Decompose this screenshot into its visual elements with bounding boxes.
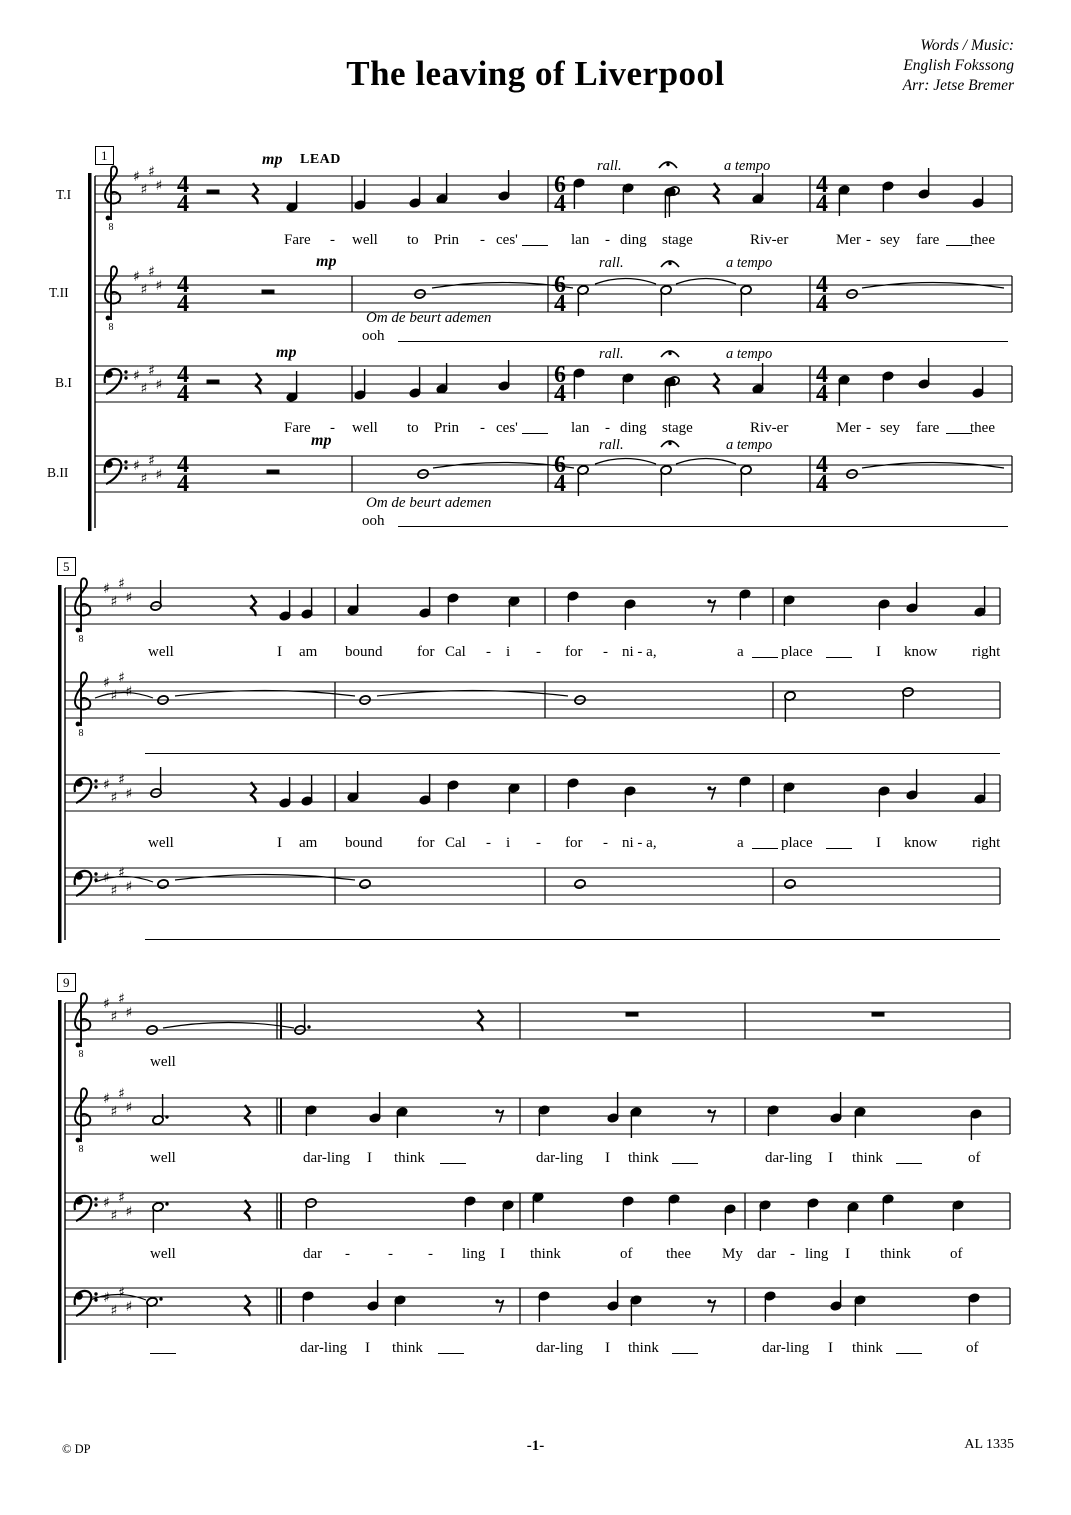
time-signature-numerator: 6 bbox=[554, 362, 566, 388]
sharp-sign: ♯ bbox=[103, 581, 110, 597]
voice-label: B.II bbox=[47, 465, 69, 480]
lyric-syllable: stage bbox=[662, 420, 693, 436]
lyric-syllable: well bbox=[148, 835, 174, 851]
lyric-extender bbox=[752, 657, 778, 658]
lyric-syllable: ces' bbox=[496, 420, 518, 436]
time-signature-denominator: 4 bbox=[816, 291, 828, 317]
tempo-marking: a tempo bbox=[726, 437, 773, 453]
lyric-syllable: - bbox=[480, 232, 485, 248]
lyric-syllable: Fare bbox=[284, 420, 311, 436]
ooh-extender-line bbox=[145, 939, 1000, 940]
clef-octave-8: 8 bbox=[108, 222, 114, 233]
time-signature-numerator: 4 bbox=[177, 452, 189, 478]
tempo-marking: a tempo bbox=[724, 158, 771, 174]
lyric-syllable: for bbox=[565, 644, 583, 660]
lyric-syllable: - bbox=[790, 1246, 795, 1262]
lyric-syllable: lan bbox=[571, 420, 590, 436]
lyric-syllable: - bbox=[866, 232, 871, 248]
lyric-syllable: Mer bbox=[836, 420, 861, 436]
lyric-syllable: ni - a, bbox=[622, 835, 657, 851]
sharp-sign: ♯ bbox=[125, 879, 133, 895]
lyric-extender bbox=[826, 657, 852, 658]
page-number: -1- bbox=[526, 1438, 545, 1454]
lyric-syllable: - bbox=[486, 644, 491, 660]
lyric-syllable: I bbox=[365, 1340, 370, 1356]
lyric-extender bbox=[522, 433, 548, 434]
time-signature-denominator: 4 bbox=[177, 191, 189, 217]
sharp-sign: ♯ bbox=[148, 164, 155, 180]
lyric-syllable: - bbox=[388, 1246, 393, 1262]
lyric-syllable: Mer bbox=[836, 232, 861, 248]
lyric-syllable: Prin bbox=[434, 420, 460, 436]
lyric-syllable: I bbox=[605, 1150, 610, 1166]
tempo-marking: rall. bbox=[599, 346, 624, 362]
copyright: © DP bbox=[62, 1442, 91, 1456]
time-signature-denominator: 4 bbox=[554, 291, 566, 317]
sharp-sign: ♯ bbox=[103, 675, 110, 691]
sharp-sign: ♯ bbox=[110, 883, 118, 899]
lyric-syllable: - bbox=[866, 420, 871, 436]
sharp-sign: ♯ bbox=[110, 594, 118, 610]
lyric-syllable: well bbox=[148, 644, 174, 660]
lyric-extender bbox=[946, 433, 972, 434]
lyric-syllable: i bbox=[506, 644, 511, 660]
sharp-sign: ♯ bbox=[103, 1091, 110, 1107]
lyric-extender bbox=[672, 1353, 698, 1354]
sharp-sign: ♯ bbox=[110, 790, 118, 806]
lyric-syllable: to bbox=[407, 420, 419, 436]
sharp-sign: ♯ bbox=[155, 377, 163, 393]
lyric-syllable: Prin bbox=[434, 232, 460, 248]
lyric-syllable: dar bbox=[303, 1246, 323, 1262]
lyric-syllable: - bbox=[605, 232, 610, 248]
clef-octave-8: 8 bbox=[78, 634, 84, 645]
sharp-sign: ♯ bbox=[148, 264, 155, 280]
dynamic-marking: mp bbox=[262, 151, 283, 168]
sharp-sign: ♯ bbox=[110, 1104, 118, 1120]
sharp-sign: ♯ bbox=[133, 458, 140, 474]
lyric-syllable: thee bbox=[666, 1246, 691, 1262]
credits-source: English Fokssong bbox=[903, 57, 1014, 74]
lyric-syllable: thee bbox=[970, 420, 995, 436]
lyric-syllable: i bbox=[506, 835, 511, 851]
lyric-syllable: bound bbox=[345, 644, 383, 660]
time-signature-numerator: 4 bbox=[177, 272, 189, 298]
lyric-syllable: I bbox=[605, 1340, 610, 1356]
time-signature-numerator: 6 bbox=[554, 172, 566, 198]
sharp-sign: ♯ bbox=[140, 182, 148, 198]
ooh-extender-line bbox=[145, 753, 1000, 754]
lyric-syllable: am bbox=[299, 835, 318, 851]
sharp-sign: ♯ bbox=[133, 269, 140, 285]
sharp-sign: ♯ bbox=[148, 453, 155, 469]
lyric-syllable: of bbox=[966, 1340, 979, 1356]
lyric-extender bbox=[946, 245, 972, 246]
voice-label: T.II bbox=[49, 285, 69, 300]
sharp-sign: ♯ bbox=[155, 278, 163, 294]
sharp-sign: ♯ bbox=[125, 1100, 133, 1116]
lyric-syllable: think bbox=[392, 1340, 423, 1356]
measure-number: 5 bbox=[57, 557, 76, 576]
lyric-syllable: for bbox=[417, 835, 435, 851]
lyric-syllable: think bbox=[880, 1246, 911, 1262]
sharp-sign: ♯ bbox=[110, 1303, 118, 1319]
lyric-syllable: dar-ling bbox=[762, 1340, 810, 1356]
sharp-sign: ♯ bbox=[110, 1208, 118, 1224]
sharp-sign: ♯ bbox=[125, 1005, 133, 1021]
lyric-syllable: dar-ling bbox=[300, 1340, 348, 1356]
sharp-sign: ♯ bbox=[103, 777, 110, 793]
lyric-syllable: for bbox=[417, 644, 435, 660]
measure-number: 1 bbox=[95, 146, 114, 165]
lyric-syllable: - bbox=[330, 232, 335, 248]
lyric-syllable: lan bbox=[571, 232, 590, 248]
lyric-syllable: - bbox=[603, 644, 608, 660]
lyric-extender bbox=[438, 1353, 464, 1354]
lyric-syllable: I bbox=[500, 1246, 505, 1262]
clef-octave-8: 8 bbox=[108, 322, 114, 333]
time-signature-numerator: 4 bbox=[177, 362, 189, 388]
lyric-syllable: ni - a, bbox=[622, 644, 657, 660]
lyric-syllable: know bbox=[904, 644, 938, 660]
lyric-syllable: fare bbox=[916, 232, 940, 248]
time-signature-denominator: 4 bbox=[177, 381, 189, 407]
lyric-extender bbox=[896, 1353, 922, 1354]
time-signature-numerator: 4 bbox=[177, 172, 189, 198]
lyric-syllable: My bbox=[722, 1246, 743, 1262]
sharp-sign: ♯ bbox=[118, 1190, 125, 1206]
time-signature-numerator: 6 bbox=[554, 452, 566, 478]
score-title: The leaving of Liverpool bbox=[346, 54, 725, 93]
lyric-syllable: ling bbox=[805, 1246, 829, 1262]
lyric-syllable: dar-ling bbox=[303, 1150, 351, 1166]
lyric-syllable: of bbox=[968, 1150, 981, 1166]
lyric-extender bbox=[752, 848, 778, 849]
lead-marking: LEAD bbox=[300, 152, 341, 167]
breath-instruction: Om de beurt ademen bbox=[366, 495, 492, 511]
lyric-syllable: right bbox=[972, 835, 1001, 851]
lyric-syllable: think bbox=[530, 1246, 561, 1262]
lyric-syllable: I bbox=[828, 1150, 833, 1166]
sharp-sign: ♯ bbox=[133, 169, 140, 185]
lyric-syllable: stage bbox=[662, 232, 693, 248]
time-signature-denominator: 4 bbox=[177, 291, 189, 317]
lyric-syllable: ding bbox=[620, 420, 647, 436]
lyric-syllable: - bbox=[605, 420, 610, 436]
lyric-syllable: Riv-er bbox=[750, 232, 789, 248]
lyric-syllable: dar-ling bbox=[536, 1150, 584, 1166]
sharp-sign: ♯ bbox=[125, 1299, 133, 1315]
ooh-extender-line bbox=[398, 341, 1008, 342]
lyric-syllable: place bbox=[781, 644, 813, 660]
lyric-syllable: ding bbox=[620, 232, 647, 248]
lyric-syllable: ces' bbox=[496, 232, 518, 248]
voice-label: T.I bbox=[56, 187, 72, 202]
voice-label: B.I bbox=[55, 375, 72, 390]
sharp-sign: ♯ bbox=[103, 996, 110, 1012]
dynamic-marking: mp bbox=[316, 253, 337, 270]
lyric-syllable: a bbox=[737, 835, 744, 851]
lyric-extender bbox=[522, 245, 548, 246]
lyric-syllable: Cal bbox=[445, 835, 466, 851]
lyric-syllable: I bbox=[367, 1150, 372, 1166]
sharp-sign: ♯ bbox=[118, 865, 125, 881]
lyric-syllable: well bbox=[352, 232, 378, 248]
lyric-syllable: sey bbox=[880, 232, 900, 248]
sharp-sign: ♯ bbox=[155, 467, 163, 483]
lyric-extender bbox=[672, 1163, 698, 1164]
lyric-syllable: Cal bbox=[445, 644, 466, 660]
sharp-sign: ♯ bbox=[148, 363, 155, 379]
sharp-sign: ♯ bbox=[125, 590, 133, 606]
lyric-syllable: think bbox=[852, 1340, 883, 1356]
sharp-sign: ♯ bbox=[118, 576, 125, 592]
lyric-syllable: of bbox=[620, 1246, 633, 1262]
sharp-sign: ♯ bbox=[133, 368, 140, 384]
lyric-syllable: think bbox=[628, 1150, 659, 1166]
tempo-marking: rall. bbox=[597, 158, 622, 174]
sharp-sign: ♯ bbox=[125, 786, 133, 802]
lyric-syllable: - bbox=[536, 835, 541, 851]
tempo-marking: a tempo bbox=[726, 346, 773, 362]
sharp-sign: ♯ bbox=[118, 1086, 125, 1102]
lyric-syllable: I bbox=[277, 644, 282, 660]
measure-number: 9 bbox=[57, 973, 76, 992]
lyric-syllable: ooh bbox=[362, 328, 385, 344]
credits-words-music: Words / Music: bbox=[920, 37, 1014, 54]
tempo-marking: rall. bbox=[599, 255, 624, 271]
sharp-sign: ♯ bbox=[118, 1285, 125, 1301]
time-signature-numerator: 4 bbox=[816, 452, 828, 478]
lyric-syllable: - bbox=[603, 835, 608, 851]
time-signature-numerator: 6 bbox=[554, 272, 566, 298]
time-signature-denominator: 4 bbox=[554, 381, 566, 407]
time-signature-denominator: 4 bbox=[177, 471, 189, 497]
catalog-number: AL 1335 bbox=[964, 1437, 1014, 1452]
lyric-extender bbox=[440, 1163, 466, 1164]
sharp-sign: ♯ bbox=[155, 178, 163, 194]
time-signature-denominator: 4 bbox=[816, 471, 828, 497]
lyric-syllable: right bbox=[972, 644, 1001, 660]
lyric-syllable: of bbox=[950, 1246, 963, 1262]
lyric-syllable: to bbox=[407, 232, 419, 248]
lyric-syllable: well bbox=[150, 1150, 176, 1166]
lyric-syllable: - bbox=[480, 420, 485, 436]
dynamic-marking: mp bbox=[276, 344, 297, 361]
time-signature-denominator: 4 bbox=[554, 191, 566, 217]
lyric-syllable: - bbox=[428, 1246, 433, 1262]
lyric-syllable: a bbox=[737, 644, 744, 660]
tempo-marking: rall. bbox=[599, 437, 624, 453]
dynamic-marking: mp bbox=[311, 432, 332, 449]
sharp-sign: ♯ bbox=[103, 1195, 110, 1211]
lyric-syllable: well bbox=[150, 1246, 176, 1262]
lyric-syllable: Riv-er bbox=[750, 420, 789, 436]
lyric-syllable: thee bbox=[970, 232, 995, 248]
credits-arranger: Arr: Jetse Bremer bbox=[902, 77, 1014, 94]
clef-octave-8: 8 bbox=[78, 1144, 84, 1155]
lyric-syllable: think bbox=[394, 1150, 425, 1166]
lyric-syllable: I bbox=[876, 644, 881, 660]
lyric-extender bbox=[150, 1353, 176, 1354]
lyric-extender bbox=[826, 848, 852, 849]
lyric-syllable: dar bbox=[757, 1246, 777, 1262]
sharp-sign: ♯ bbox=[140, 381, 148, 397]
lyric-syllable: fare bbox=[916, 420, 940, 436]
time-signature-denominator: 4 bbox=[816, 381, 828, 407]
sharp-sign: ♯ bbox=[140, 471, 148, 487]
time-signature-denominator: 4 bbox=[554, 471, 566, 497]
lyric-syllable: - bbox=[486, 835, 491, 851]
lyric-syllable: ling bbox=[462, 1246, 486, 1262]
time-signature-numerator: 4 bbox=[816, 272, 828, 298]
sharp-sign: ♯ bbox=[110, 688, 118, 704]
lyric-extender bbox=[896, 1163, 922, 1164]
lyric-syllable: I bbox=[277, 835, 282, 851]
lyric-syllable: well bbox=[352, 420, 378, 436]
lyric-syllable: - bbox=[345, 1246, 350, 1262]
lyric-syllable: I bbox=[828, 1340, 833, 1356]
lyric-syllable: think bbox=[852, 1150, 883, 1166]
time-signature-numerator: 4 bbox=[816, 362, 828, 388]
lyric-syllable: Fare bbox=[284, 232, 311, 248]
lyric-syllable: I bbox=[876, 835, 881, 851]
sharp-sign: ♯ bbox=[103, 1290, 110, 1306]
time-signature-denominator: 4 bbox=[816, 191, 828, 217]
sharp-sign: ♯ bbox=[140, 282, 148, 298]
sharp-sign: ♯ bbox=[103, 870, 110, 886]
time-signature-numerator: 4 bbox=[816, 172, 828, 198]
lyric-syllable: bound bbox=[345, 835, 383, 851]
sharp-sign: ♯ bbox=[110, 1009, 118, 1025]
lyric-syllable: know bbox=[904, 835, 938, 851]
lyric-syllable: for bbox=[565, 835, 583, 851]
lyric-syllable: dar-ling bbox=[536, 1340, 584, 1356]
lyric-syllable: am bbox=[299, 644, 318, 660]
lyric-syllable: well bbox=[150, 1054, 176, 1070]
lyric-syllable: - bbox=[536, 644, 541, 660]
lyric-syllable: ooh bbox=[362, 513, 385, 529]
sharp-sign: ♯ bbox=[118, 772, 125, 788]
lyric-syllable: sey bbox=[880, 420, 900, 436]
lyric-syllable: dar-ling bbox=[765, 1150, 813, 1166]
clef-octave-8: 8 bbox=[78, 1049, 84, 1060]
sharp-sign: ♯ bbox=[125, 684, 133, 700]
lyric-syllable: I bbox=[845, 1246, 850, 1262]
sharp-sign: ♯ bbox=[118, 991, 125, 1007]
breath-instruction: Om de beurt ademen bbox=[366, 310, 492, 326]
lyric-syllable: - bbox=[330, 420, 335, 436]
lyric-syllable: think bbox=[628, 1340, 659, 1356]
ooh-extender-line bbox=[398, 526, 1008, 527]
clef-octave-8: 8 bbox=[78, 728, 84, 739]
tempo-marking: a tempo bbox=[726, 255, 773, 271]
sharp-sign: ♯ bbox=[118, 670, 125, 686]
sharp-sign: ♯ bbox=[125, 1204, 133, 1220]
lyric-syllable: place bbox=[781, 835, 813, 851]
